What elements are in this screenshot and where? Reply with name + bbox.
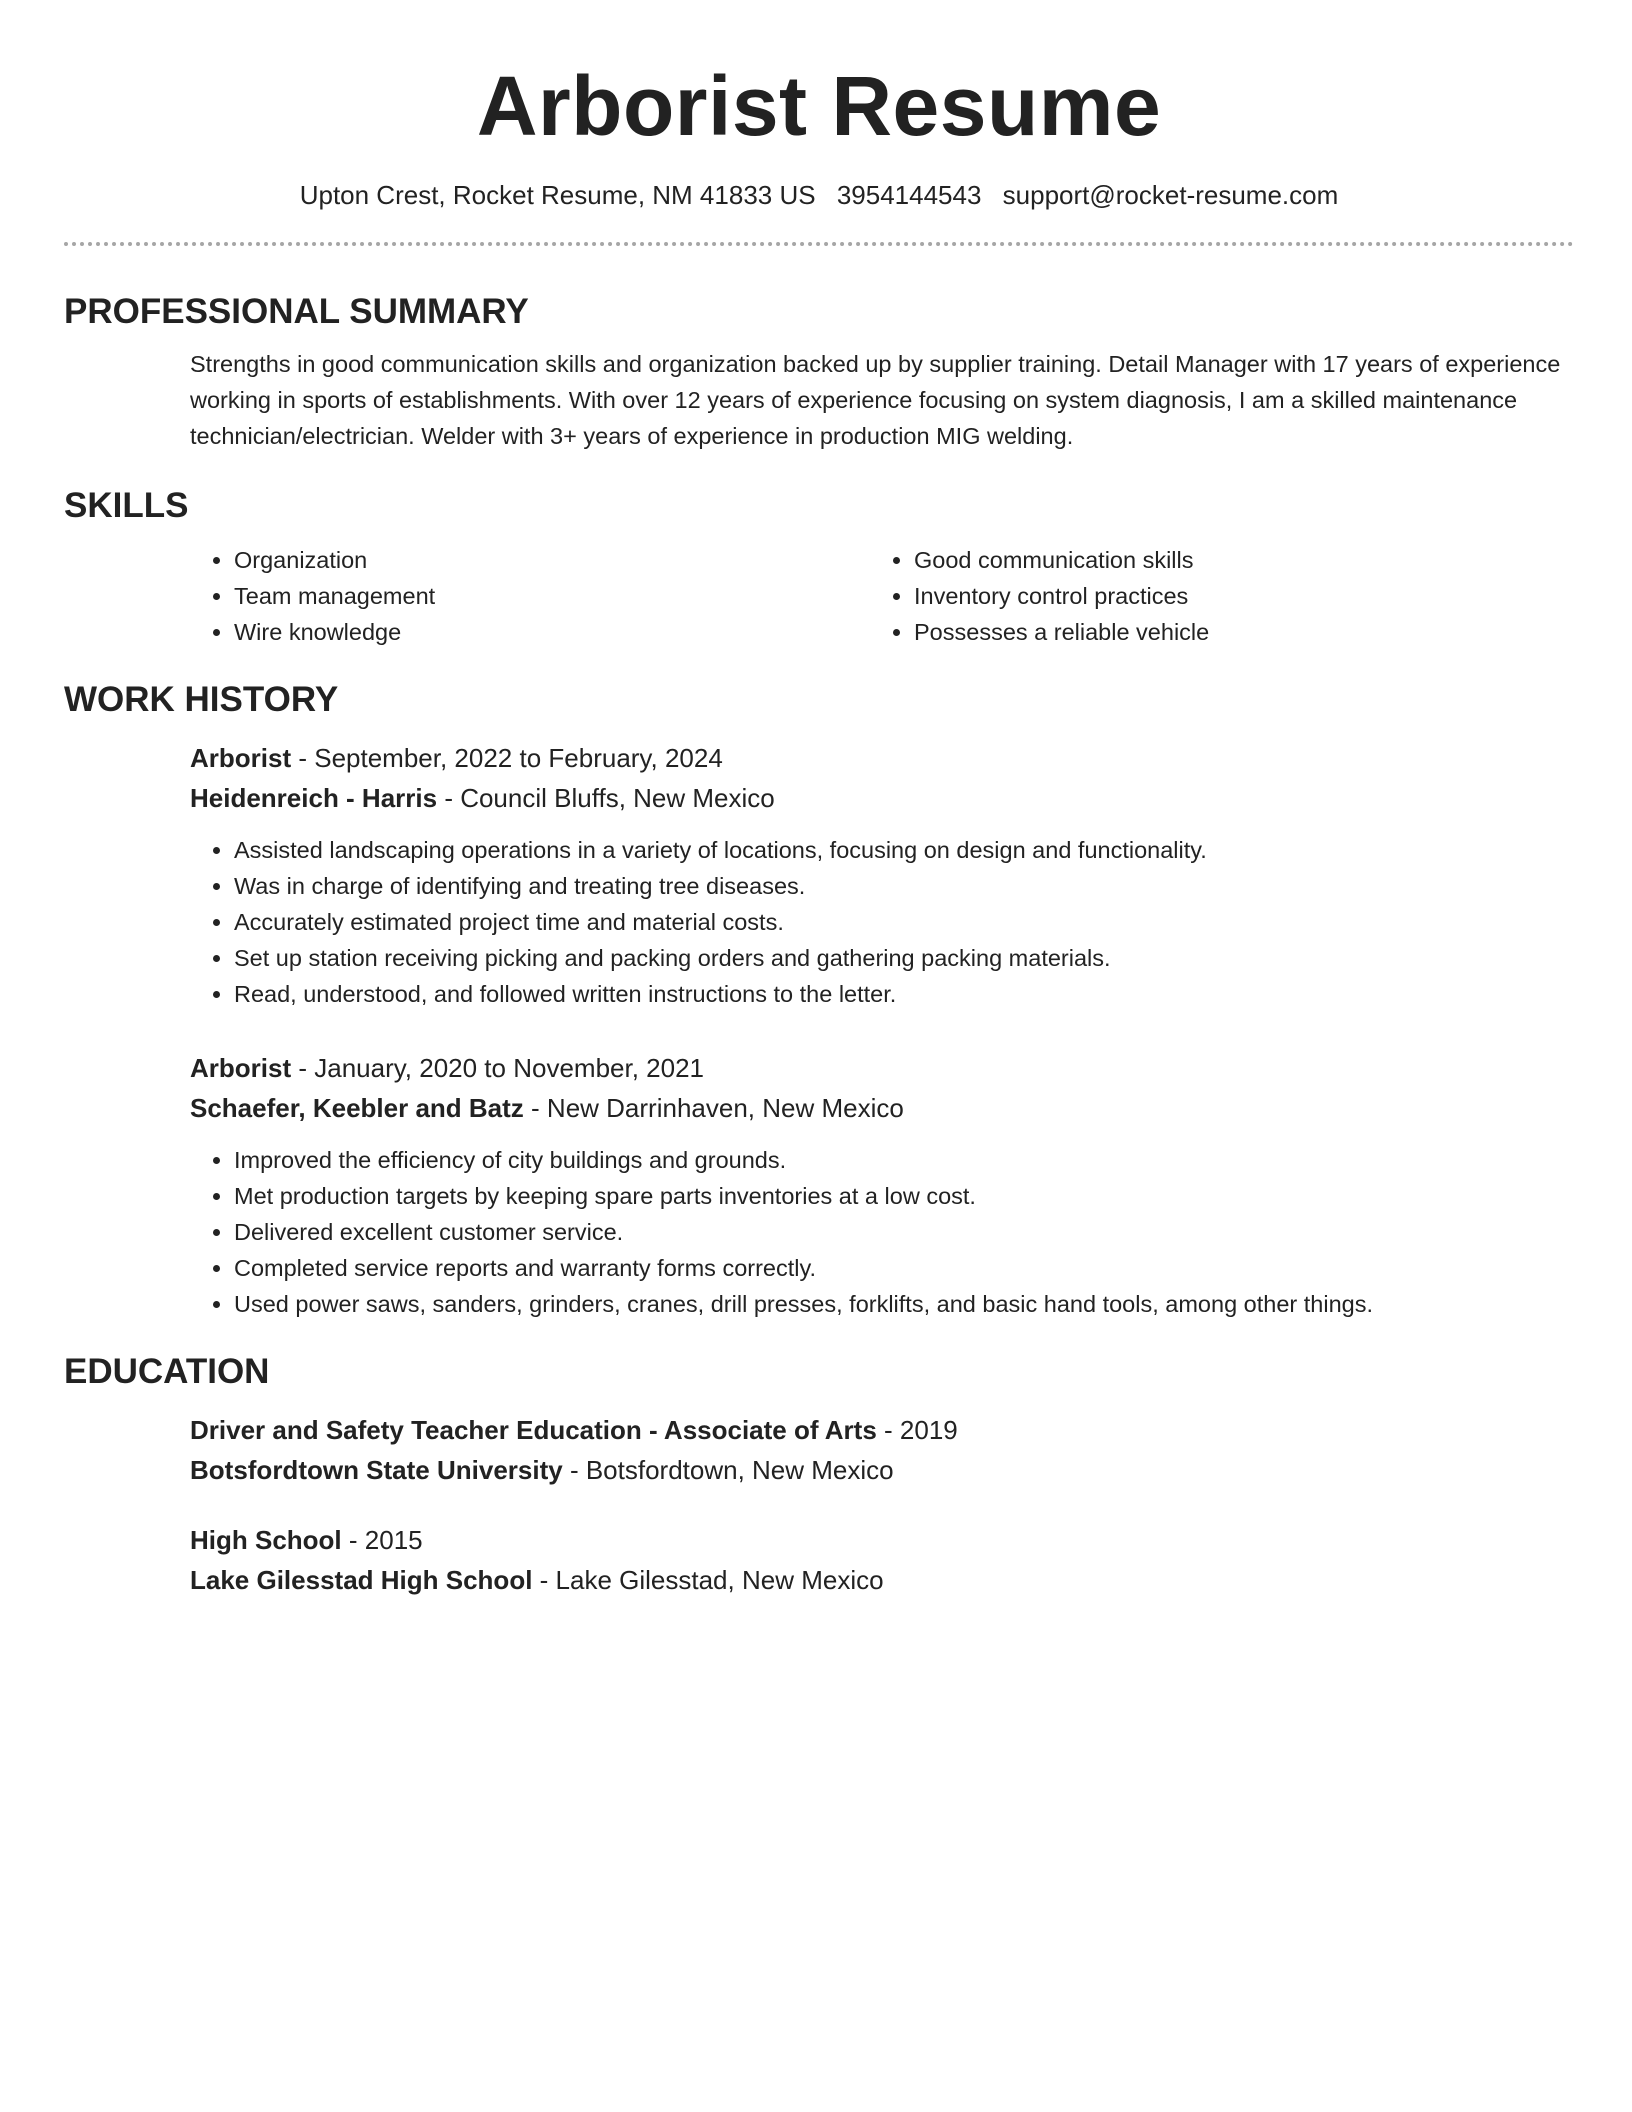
job-location: - New Darrinhaven, New Mexico [523,1093,904,1123]
job-company: Schaefer, Keebler and Batz [190,1093,524,1123]
education-section [64,1350,1574,1600]
job-bullet: • Improved the efficiency of city buildings and grounds. [234,1142,1574,1178]
skills-section [64,484,1574,650]
job-bullet: • Accurately estimated project time and material costs. [234,904,1574,940]
education-entry [190,1520,1574,1600]
education-location: - Lake Gilesstad, New Mexico [532,1565,884,1595]
job-bullet: • Met production targets by keeping spare parts inventories at a low cost. [234,1178,1574,1214]
contact-line [64,178,1574,212]
skill-item: • Team management [234,578,870,614]
education-degree: Driver and Safety Teacher Education - Associate of Arts [190,1415,877,1445]
job-bullet: • Read, understood, and followed written instructions to the letter. [234,976,1574,1012]
job-bullet: • Completed service reports and warranty forms correctly. [234,1250,1574,1286]
education-school-line [190,1450,1574,1490]
job-title: Arborist [190,1053,292,1083]
education-year: - 2015 [341,1525,423,1555]
job-bullets [190,1142,1574,1322]
skills-grid [190,542,1574,650]
job-company-line [190,778,1574,818]
skill-item: • Possesses a reliable vehicle [914,614,1550,650]
job-bullet: • Assisted landscaping operations in a variety of locations, focusing on design and functionality. [234,832,1574,868]
education-entry [190,1410,1574,1490]
contact-address: Upton Crest, Rocket Resume, NM 41833 US [299,180,816,210]
job-dates: - January, 2020 to November, 2021 [291,1053,705,1083]
skills-heading: SKILLS [64,486,189,525]
resume-title: Arborist Resume [476,59,1162,153]
skill-item: • Good communication skills [914,542,1550,578]
work-heading: WORK HISTORY [64,680,339,719]
job-company-line [190,1088,1574,1128]
job-bullet: • Set up station receiving picking and packing orders and gathering packing materials. [234,940,1574,976]
education-heading: EDUCATION [64,1352,270,1391]
education-school: Botsfordtown State University [190,1455,563,1485]
job-bullet: • Was in charge of identifying and treating tree diseases. [234,868,1574,904]
header-divider [64,242,1574,246]
job-entry [190,738,1574,1012]
job-title-line [190,738,1574,778]
job-entry [190,1048,1574,1322]
job-bullet: • Delivered excellent customer service. [234,1214,1574,1250]
skill-item: • Inventory control practices [914,578,1550,614]
skills-list-left [190,542,870,650]
job-location: - Council Bluffs, New Mexico [437,783,775,813]
job-company: Heidenreich - Harris [190,783,438,813]
resume-page [64,0,1574,1600]
summary-heading: PROFESSIONAL SUMMARY [64,292,529,331]
education-degree-line [190,1410,1574,1450]
education-year: - 2019 [876,1415,958,1445]
work-section [64,678,1574,1322]
job-bullet: • Used power saws, sanders, grinders, cranes, drill presses, forklifts, and basic hand tools, among other things. [234,1286,1574,1322]
education-degree: High School [190,1525,342,1555]
skill-item: • Organization [234,542,870,578]
contact-email: support@rocket-resume.com [1002,180,1339,210]
summary-text: Strengths in good communication skills and organization backed up by supplier training. Detail Manager with 17 years of experience working in sports of establishments. With over 12 years of experience focusing on system diagnosis, I am a skilled maintenance technician/electrician. Welder with 3+ years of experience in production MIG welding. [190,351,1561,449]
education-school-line [190,1560,1574,1600]
skill-item: • Wire knowledge [234,614,870,650]
job-title-line [190,1048,1574,1088]
education-degree-line [190,1520,1574,1560]
job-dates: - September, 2022 to February, 2024 [291,743,723,773]
education-location: - Botsfordtown, New Mexico [562,1455,894,1485]
contact-phone: 3954144543 [836,180,982,210]
job-bullets [190,832,1574,1012]
job-title: Arborist [190,743,292,773]
summary-section [64,290,1574,454]
education-school: Lake Gilesstad High School [190,1565,533,1595]
skills-list-right [870,542,1550,650]
